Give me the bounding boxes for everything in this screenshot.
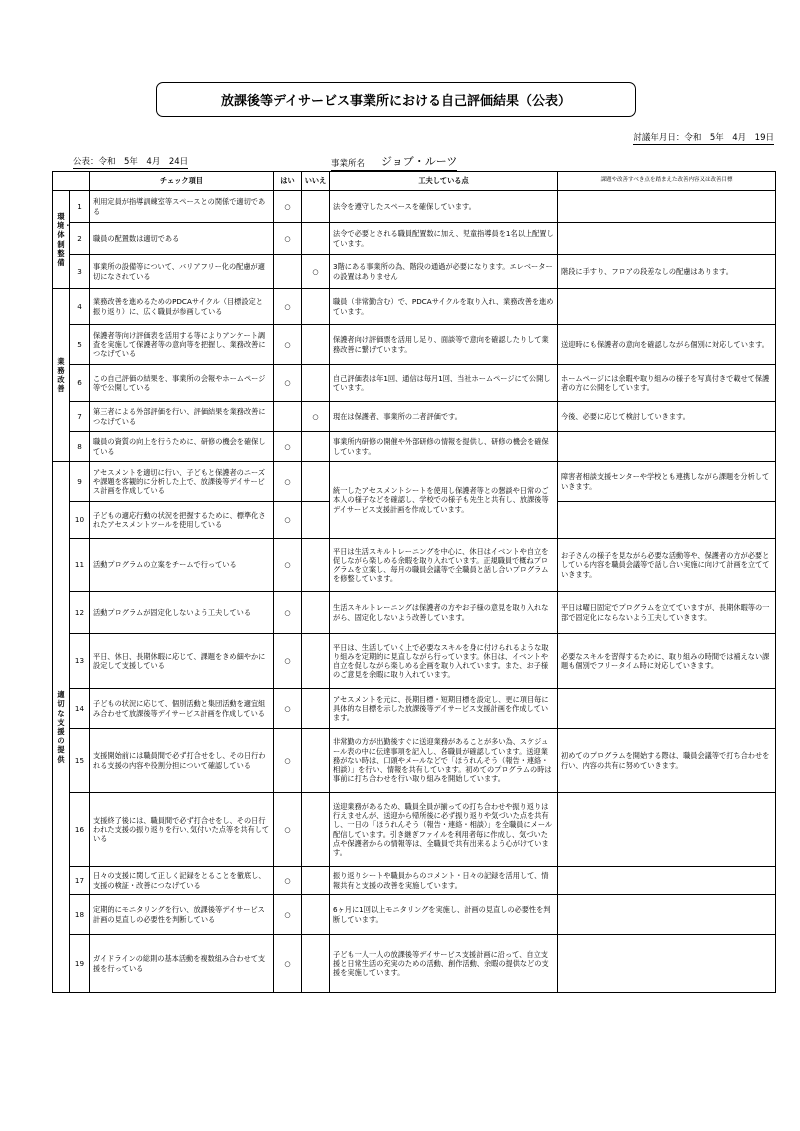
- yes-mark: ○: [274, 289, 302, 325]
- effort-text: 送迎業務があるため、職員全員が揃っての打ち合わせや振り返りは行えませんが、送迎から帰所後に必ず振り返りや気づいた点を共有し、一日の「ほうれんそう（報告・連絡・相談）」を全職員にメール配信しています。引き継ぎファイルを利用者毎に作成し、気づいた点や保護者からの情報等は、全職員で共有出来るよう心がけています。: [330, 793, 558, 867]
- business-name: ジョブ・ルーツ: [381, 155, 458, 168]
- check-item: 事業所の設備等について、バリアフリー化の配慮が適切になされている: [90, 255, 274, 289]
- header-improvement: 課題や改善すべき点を踏まえた改善内容又は改善目標: [558, 172, 776, 191]
- yes-mark: [274, 402, 302, 432]
- yes-mark: ○: [274, 729, 302, 793]
- no-mark: ○: [302, 402, 330, 432]
- table-row: [53, 895, 776, 935]
- table-row: [53, 289, 776, 325]
- row-number: 7: [70, 402, 90, 432]
- yes-mark: ○: [274, 689, 302, 729]
- table-row: [53, 867, 776, 895]
- yes-mark: ○: [274, 191, 302, 223]
- effort-text: アセスメントを元に、長期目標・短期目標を設定し、更に項目毎に具体的な目標を示した放課後等デイサービス支援計画を作成しています。: [330, 689, 558, 729]
- improvement-text: 階段に手すり、フロアの段差なしの配慮はあります。: [558, 255, 776, 289]
- evaluation-table: [52, 171, 776, 993]
- yes-mark: ○: [274, 325, 302, 365]
- check-item: 第三者による外部評価を行い、評価結果を業務改善につなげている: [90, 402, 274, 432]
- effort-text: 法令を遵守したスペースを確保しています。: [330, 191, 558, 223]
- row-number: 11: [70, 539, 90, 592]
- effort-text: 自己評価表は年1回、通信は毎月1回、当社ホームページにて公開しています。: [330, 365, 558, 402]
- check-item: 保護者等向け評価表を活用する等によりアンケート調査を実施して保護者等の意向等を把握し、業務改善につなげている: [90, 325, 274, 365]
- row-number: 10: [70, 502, 90, 539]
- header-no: いいえ: [302, 172, 330, 191]
- no-mark: [302, 592, 330, 634]
- effort-text: 非常勤の方が出勤後すぐに送迎業務があることが多い為、スケジュール表の中に伝達事項を記入し、各職員が確認しています。送迎業務がない時は、口頭やメールなどで「ほうれんそう（報告・連絡・相談）」を行い、情報を共有しています。初めてのプログラムの時は事前に打ち合わせを行い取り組みを開始しています。: [330, 729, 558, 793]
- row-number: 2: [70, 223, 90, 255]
- row-number: 14: [70, 689, 90, 729]
- row-number: 16: [70, 793, 90, 867]
- table-row: [53, 729, 776, 793]
- table-row: [53, 255, 776, 289]
- header-check: チェック項目: [90, 172, 274, 191]
- effort-text: 平日は生活スキルトレーニングを中心に、休日はイベントや自立を促しながら楽しめる余暇を取り入れています。正規職員で概ねプログラムを立案し、毎月の職員会議等で全職員と話し合いプログラムを修整しています。: [330, 539, 558, 592]
- effort-text: 統一したアセスメントシートを使用し保護者等との懇談や日常のご本人の様子などを確認し、学校での様子も先生と共有し、放課後等デイサービス支援計画を作成しています。: [330, 462, 558, 539]
- no-mark: [302, 432, 330, 462]
- category-support: 適切な支援の提供: [53, 462, 70, 993]
- table-header-row: [53, 172, 776, 191]
- no-mark: [302, 502, 330, 539]
- yes-mark: ○: [274, 502, 302, 539]
- improvement-text: 初めてのプログラムを開始する際は、職員会議等で打ち合わせを行い、内容の共有に努めていきます。: [558, 729, 776, 793]
- effort-text: 3階にある事業所の為、階段の通過が必要になります。エレベーターの設置はありません: [330, 255, 558, 289]
- no-mark: [302, 729, 330, 793]
- effort-text: 事業所内研修の開催や外部研修の情報を提供し、研修の機会を確保しています。: [330, 432, 558, 462]
- row-number: 8: [70, 432, 90, 462]
- yes-mark: ○: [274, 462, 302, 502]
- improvement-text: 障害者相談支援センターや学校とも連携しながら課題を分析していきます。: [558, 462, 776, 502]
- row-number: 4: [70, 289, 90, 325]
- improvement-text: お子さんの様子を見ながら必要な活動等や、保護者の方が必要としている内容を職員会議等で話し合い実施に向けて計画を立てていきます。: [558, 539, 776, 592]
- improvement-text: [558, 867, 776, 895]
- table-row: [53, 462, 776, 502]
- row-number: 5: [70, 325, 90, 365]
- improvement-text: [558, 432, 776, 462]
- page-title: 放課後等デイサービス事業所における自己評価結果（公表）: [156, 82, 636, 117]
- category-operations: 業務改善: [53, 289, 70, 462]
- publish-date: 公表：令和 5年 4月 24日: [73, 157, 189, 167]
- improvement-text: [558, 223, 776, 255]
- no-mark: [302, 325, 330, 365]
- yes-mark: ○: [274, 793, 302, 867]
- table-row: [53, 402, 776, 432]
- check-item: 活動プログラムが固定化しないよう工夫している: [90, 592, 274, 634]
- check-item: 子どもの状況に応じて、個別活動と集団活動を適宜組み合わせて放課後等デイサービス計画を作成している: [90, 689, 274, 729]
- no-mark: [302, 539, 330, 592]
- effort-text: 職員（非常勤含む）で、PDCAサイクルを取り入れ、業務改善を進めています。: [330, 289, 558, 325]
- row-number: 17: [70, 867, 90, 895]
- no-mark: [302, 689, 330, 729]
- no-mark: [302, 867, 330, 895]
- row-number: 13: [70, 634, 90, 689]
- no-mark: [302, 462, 330, 502]
- yes-mark: [274, 255, 302, 289]
- row-number: 19: [70, 935, 90, 993]
- effort-text: 保護者向け評価票を活用し足り、面談等で意向を確認したりして業務改善に繋げています。: [330, 325, 558, 365]
- table-row: [53, 432, 776, 462]
- check-item: ガイドラインの総則の基本活動を複数組み合わせて支援を行っている: [90, 935, 274, 993]
- yes-mark: ○: [274, 634, 302, 689]
- header-effort: 工夫している点: [330, 172, 558, 191]
- check-item: 平日、休日、長期休暇に応じて、課題をきめ細やかに設定して支援している: [90, 634, 274, 689]
- improvement-text: [558, 793, 776, 867]
- no-mark: [302, 935, 330, 993]
- yes-mark: ○: [274, 935, 302, 993]
- check-item: 定期的にモニタリングを行い、放課後等デイサービス計画の見直しの必要性を判断している: [90, 895, 274, 935]
- check-item: 支援終了後には、職員間で必ず打合せをし、その日行われた支援の振り返りを行い､気付いた点等を共有している: [90, 793, 274, 867]
- improvement-text: [558, 289, 776, 325]
- no-mark: [302, 223, 330, 255]
- table-row: [53, 325, 776, 365]
- check-item: 活動プログラムの立案をチームで行っている: [90, 539, 274, 592]
- table-row: [53, 365, 776, 402]
- effort-text: 子ども一人一人の放課後等デイサービス支援計画に沿って、自立支援と日常生活の充実のための活動、創作活動、余暇の提供などの支援を実施しています。: [330, 935, 558, 993]
- improvement-text: 送迎時にも保護者の意向を確認しながら個別に対応しています。: [558, 325, 776, 365]
- improvement-text: [558, 191, 776, 223]
- no-mark: [302, 289, 330, 325]
- discussion-date: 討議年月日：令和 5年 4月 19日: [633, 133, 774, 143]
- check-item: 職員の配置数は適切である: [90, 223, 274, 255]
- improvement-text: 今後、必要に応じて検討していきます。: [558, 402, 776, 432]
- effort-text: 振り返りシートや職員からのコメント・日々の記録を活用して、情報共有と支援の改善を実施しています。: [330, 867, 558, 895]
- effort-text: 6ヶ月に1回以上モニタリングを実施し、計画の見直しの必要性を判断しています。: [330, 895, 558, 935]
- improvement-text: [558, 502, 776, 539]
- table-row: [53, 191, 776, 223]
- effort-text: 生活スキルトレーニングは保護者の方やお子様の意見を取り入れながら、固定化しないよう改善しています。: [330, 592, 558, 634]
- no-mark: [302, 365, 330, 402]
- row-number: 12: [70, 592, 90, 634]
- check-item: 子どもの適応行動の状況を把握するために、標準化されたアセスメントツールを使用している: [90, 502, 274, 539]
- improvement-text: [558, 895, 776, 935]
- category-environment: 環境・体制整備: [53, 191, 70, 289]
- check-item: 利用定員が指導訓練室等スペースとの関係で適切である: [90, 191, 274, 223]
- table-row: [53, 689, 776, 729]
- table-row: [53, 634, 776, 689]
- yes-mark: ○: [274, 895, 302, 935]
- improvement-text: [558, 689, 776, 729]
- header-yes: はい: [274, 172, 302, 191]
- table-row: [53, 223, 776, 255]
- table-row: [53, 935, 776, 993]
- no-mark: [302, 793, 330, 867]
- row-number: 6: [70, 365, 90, 402]
- no-mark: [302, 634, 330, 689]
- row-number: 18: [70, 895, 90, 935]
- yes-mark: ○: [274, 539, 302, 592]
- effort-text: 法令で必要とされる職員配置数に加え、児童指導員を1名以上配置しています。: [330, 223, 558, 255]
- no-mark: [302, 191, 330, 223]
- check-item: 日々の支援に関して正しく記録をとることを徹底し、支援の検証・改善につなげている: [90, 867, 274, 895]
- yes-mark: ○: [274, 365, 302, 402]
- effort-text: 現在は保護者、事業所の二者評価です。: [330, 402, 558, 432]
- no-mark: [302, 895, 330, 935]
- no-mark: ○: [302, 255, 330, 289]
- header-blank: [53, 172, 90, 191]
- improvement-text: ホームページには余暇や取り組みの様子を写真付きで載せて保護者の方に公開をしています。: [558, 365, 776, 402]
- row-number: 9: [70, 462, 90, 502]
- table-row: [53, 793, 776, 867]
- row-number: 15: [70, 729, 90, 793]
- table-row: [53, 539, 776, 592]
- check-item: 支援開始前には職員間で必ず打合せをし、その日行われる支援の内容や役割分担について確認している: [90, 729, 274, 793]
- improvement-text: 平日は曜日固定でプログラムを立てていますが、長期休暇等の一部で固定化にならないよう工夫していきます。: [558, 592, 776, 634]
- check-item: 職員の資質の向上を行うために、研修の機会を確保している: [90, 432, 274, 462]
- table-row: [53, 592, 776, 634]
- business-label: 事業所名: [331, 159, 366, 169]
- yes-mark: ○: [274, 432, 302, 462]
- improvement-text: [558, 935, 776, 993]
- check-item: 業務改善を進めるためのPDCAサイクル（目標設定と振り返り）に、広く職員が参画している: [90, 289, 274, 325]
- yes-mark: ○: [274, 223, 302, 255]
- check-item: アセスメントを適切に行い、子どもと保護者のニーズや課題を客観的に分析した上で、放課後等デイサービス計画を作成している: [90, 462, 274, 502]
- row-number: 3: [70, 255, 90, 289]
- yes-mark: ○: [274, 867, 302, 895]
- improvement-text: 必要なスキルを習得するために、取り組みの時間では補えない課題も個別でフリータイム時に対応していきます。: [558, 634, 776, 689]
- business-name-field: [331, 153, 457, 171]
- check-item: この自己評価の結果を、事業所の会報やホームページ等で公開している: [90, 365, 274, 402]
- row-number: 1: [70, 191, 90, 223]
- yes-mark: ○: [274, 592, 302, 634]
- effort-text: 平日は、生活していく上で必要なスキルを身に付けられるような取り組みを定期的に見直しながら行っています。休日は、イベントや自立を促しながら楽しめる企画を取り入れています。また、お子様のご意見を余暇に取り入れています。: [330, 634, 558, 689]
